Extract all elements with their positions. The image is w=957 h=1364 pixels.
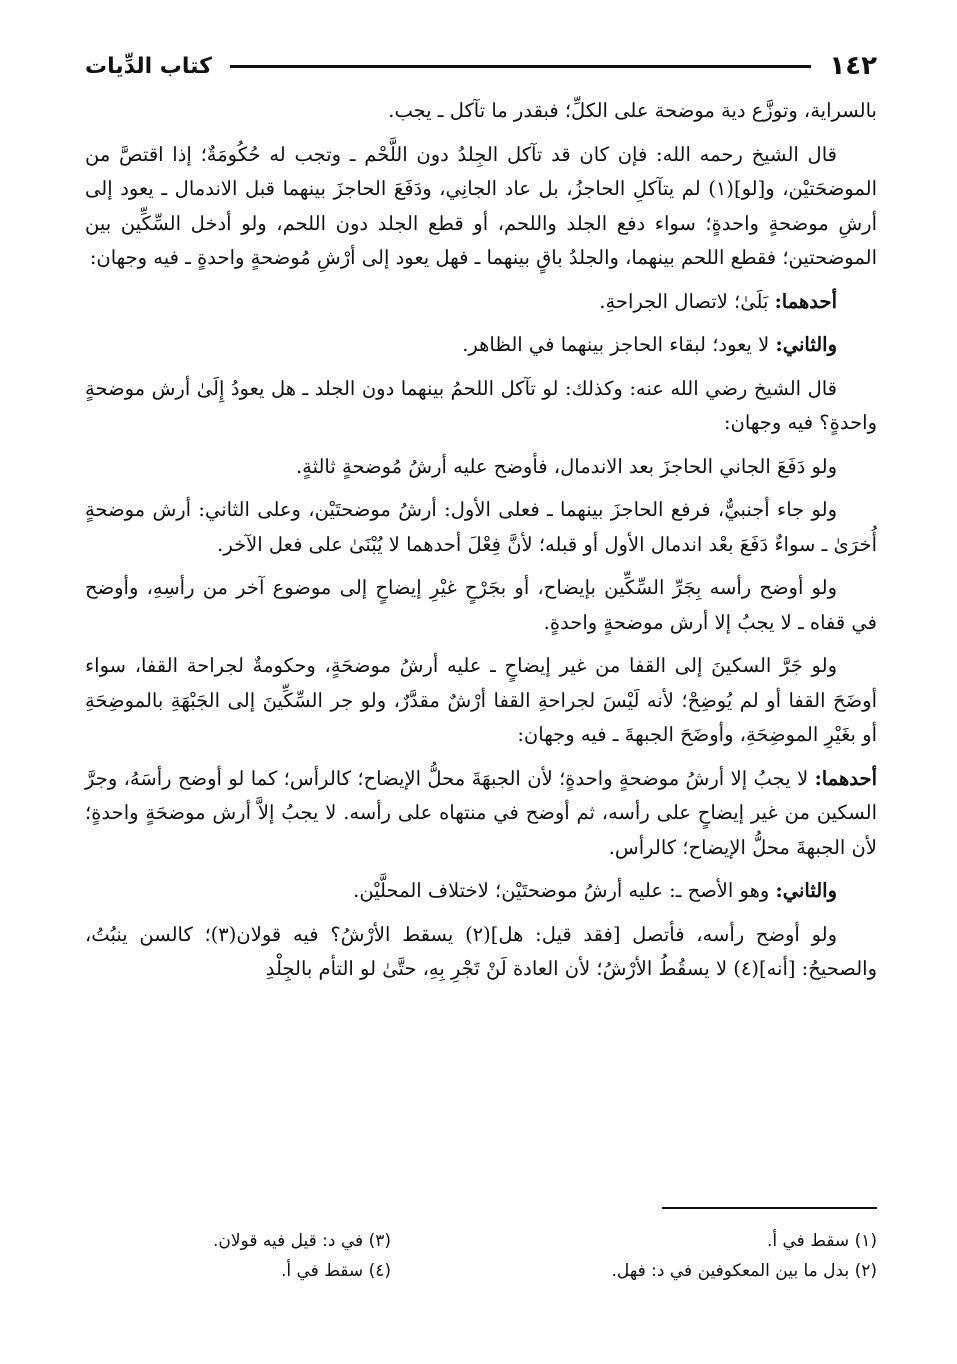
paragraph <box>85 874 877 909</box>
paragraph <box>85 138 877 276</box>
paragraph-text: لا يجبُ إلا أرشُ موضحةٍ واحدةٍ؛ لأن الجبهَةَ محلُّ الإيضاح؛ كالرأس؛ كما لو أوضح رأسَهُ، وجرَّ السكين من غير إيضاحٍ على رأسه، ثم أوضح في منتهاه على رأسه. لا يجبُ إلاَّ أرش موضحَةٍ واحدةٍ؛ لأن الجبهةَ محلُّ الإيضاح؛ كالرأس. <box>85 766 877 859</box>
main-text <box>85 94 877 987</box>
paragraph-lead: أحدهما: <box>774 289 837 313</box>
footnote-1: (١) سقط في أ. <box>766 1231 877 1251</box>
paragraph-text: ولو جاء أجنبيٌّ، فرفع الحاجزَ بينهما ـ فعلى الأول: أرشُ موضحتَيْن، وعلى الثاني: أرش موضحةٍ أُخرَىٰ ـ سواءٌ دَفَعَ بعْد اندمال الأول أو قبله؛ لأنَّ فِعْلَ أحدهما لا يُبْنَىٰ على فعل الآخر. <box>85 498 877 556</box>
paragraph <box>85 450 877 485</box>
paragraph <box>85 493 877 562</box>
footnote-separator <box>662 1207 877 1209</box>
paragraph-lead: والثاني: <box>775 333 837 356</box>
paragraph <box>85 372 877 441</box>
paragraph <box>85 762 877 866</box>
paragraph-lead: أحدهما: <box>814 766 877 790</box>
paragraph-text: قال الشيخ رحمه الله: فإن كان قد تآكل الجِلدُ دون اللَّحْم ـ وتجب له حُكُومَةٌ؛ إذا اقتصَّ من الموضحَتيْن، و[لو](١) لم يتآكلِ الحاجزُ، بل عاد الجانِي، ودَفَعَ الحاجزَ بينهما قبل الاندمال ـ يعود إلى أرشِ موضحةٍ واحدةٍ؛ سواء دفع الجلد واللحم، أو قطع الجلد دون اللحم، ولو أدخل السِّكِّين بين الموضحتين؛ فقطع اللحم بينهما، والجلدُ باقٍ بينهما ـ فهل يعود إلى أرْشِ مُوضحةٍ واحدةٍ ـ فيه وجهان: <box>85 142 877 269</box>
paragraph-lead: والثاني: <box>775 879 837 902</box>
paragraph-text: ولو أوضح رأسه بِجَرِّ السِّكِّين بإيضاح، أو بجَرْحٍ غيْرِ إيضاحٍ إلى موضوع آخر من رأسِهِ، وأوضح في قفاه ـ لا يجبُ إلا أرش موضحةٍ واحدةٍ. <box>85 576 877 634</box>
footnote-column <box>85 1226 481 1286</box>
paragraph <box>85 285 877 320</box>
paragraph-text: بالسراية، وتوزَّع دية موضحة على الكلِّ؛ فبقدر ما تآكل ـ يجب. <box>388 99 877 122</box>
paragraph <box>85 649 877 753</box>
book-title: كتاب الدِّيات <box>85 53 212 79</box>
paragraph-text: لا يعود؛ لبقاء الحاجز بينهما في الظاهر. <box>462 333 776 356</box>
paragraph-text: ولو جَرَّ السكينَ إلى القفا من غير إيضاحٍ ـ عليه أرشُ موضحَةٍ، وحكومةٌ لجراحة القفا، سواء أوضَحَ القفا أو لم يُوضِحْ؛ لأنه لَيْسَ لجراحةِ القفا أرْشٌ مقدَّرٌ، ولو جر السِّكِّينَ إلى الجَبْهَةِ بالموضِحَةِ أو بغَيْرِ الموضِحَةِ، وأوضَحَ الجبهةَ ـ فيه وجهان: <box>85 654 877 746</box>
header-rule <box>230 65 811 68</box>
footnote-2: (٢) بدل ما بين المعكوفين في د: فهل. <box>611 1261 877 1281</box>
paragraph <box>85 328 877 363</box>
footnote-4: (٤) سقط في أ. <box>280 1261 391 1281</box>
paragraph-text: وهو الأصح ـ: عليه أرشُ موضحتَيْن؛ لاختلاف المحلَّيْن. <box>353 879 776 902</box>
footnote-column <box>481 1226 877 1286</box>
footnotes <box>85 1226 877 1286</box>
paragraph <box>85 94 877 129</box>
running-header <box>85 44 877 88</box>
page-number: ١٤٢ <box>829 51 877 81</box>
paragraph <box>85 918 877 987</box>
paragraph <box>85 571 877 640</box>
footnote-3: (٣) في د: قيل فيه قولان. <box>212 1231 391 1251</box>
paragraph-text: ولو دَفَعَ الجاني الحاجزَ بعد الاندمال، فأوضح عليه أرشُ مُوضحةٍ ثالثةٍ. <box>295 454 837 478</box>
paragraph-text: قال الشيخ رضي الله عنه: وكذلك: لو تآكل اللحمُ بينهما دون الجلد ـ هل يعودُ إِلَىٰ أرش موضحةٍ واحدةٍ؟ فيه وجهان: <box>85 376 877 434</box>
paragraph-text: بَلَىٰ؛ لاتصال الجراحةِ. <box>599 289 775 313</box>
paragraph-text: ولو أوضح رأسه، فأتصل [فقد قيل: هل](٢) يسقط الأرْشُ؟ فيه قولان(٣)؛ كالسن ينبُتُ، والصحيحُ: [أنه](٤) لا يسقُطُ الأرْشُ؛ لأن العادة لَنْ تَجْرِ بِهِ، حتَّىٰ لو التأم بالجِلْدِ <box>85 922 877 980</box>
